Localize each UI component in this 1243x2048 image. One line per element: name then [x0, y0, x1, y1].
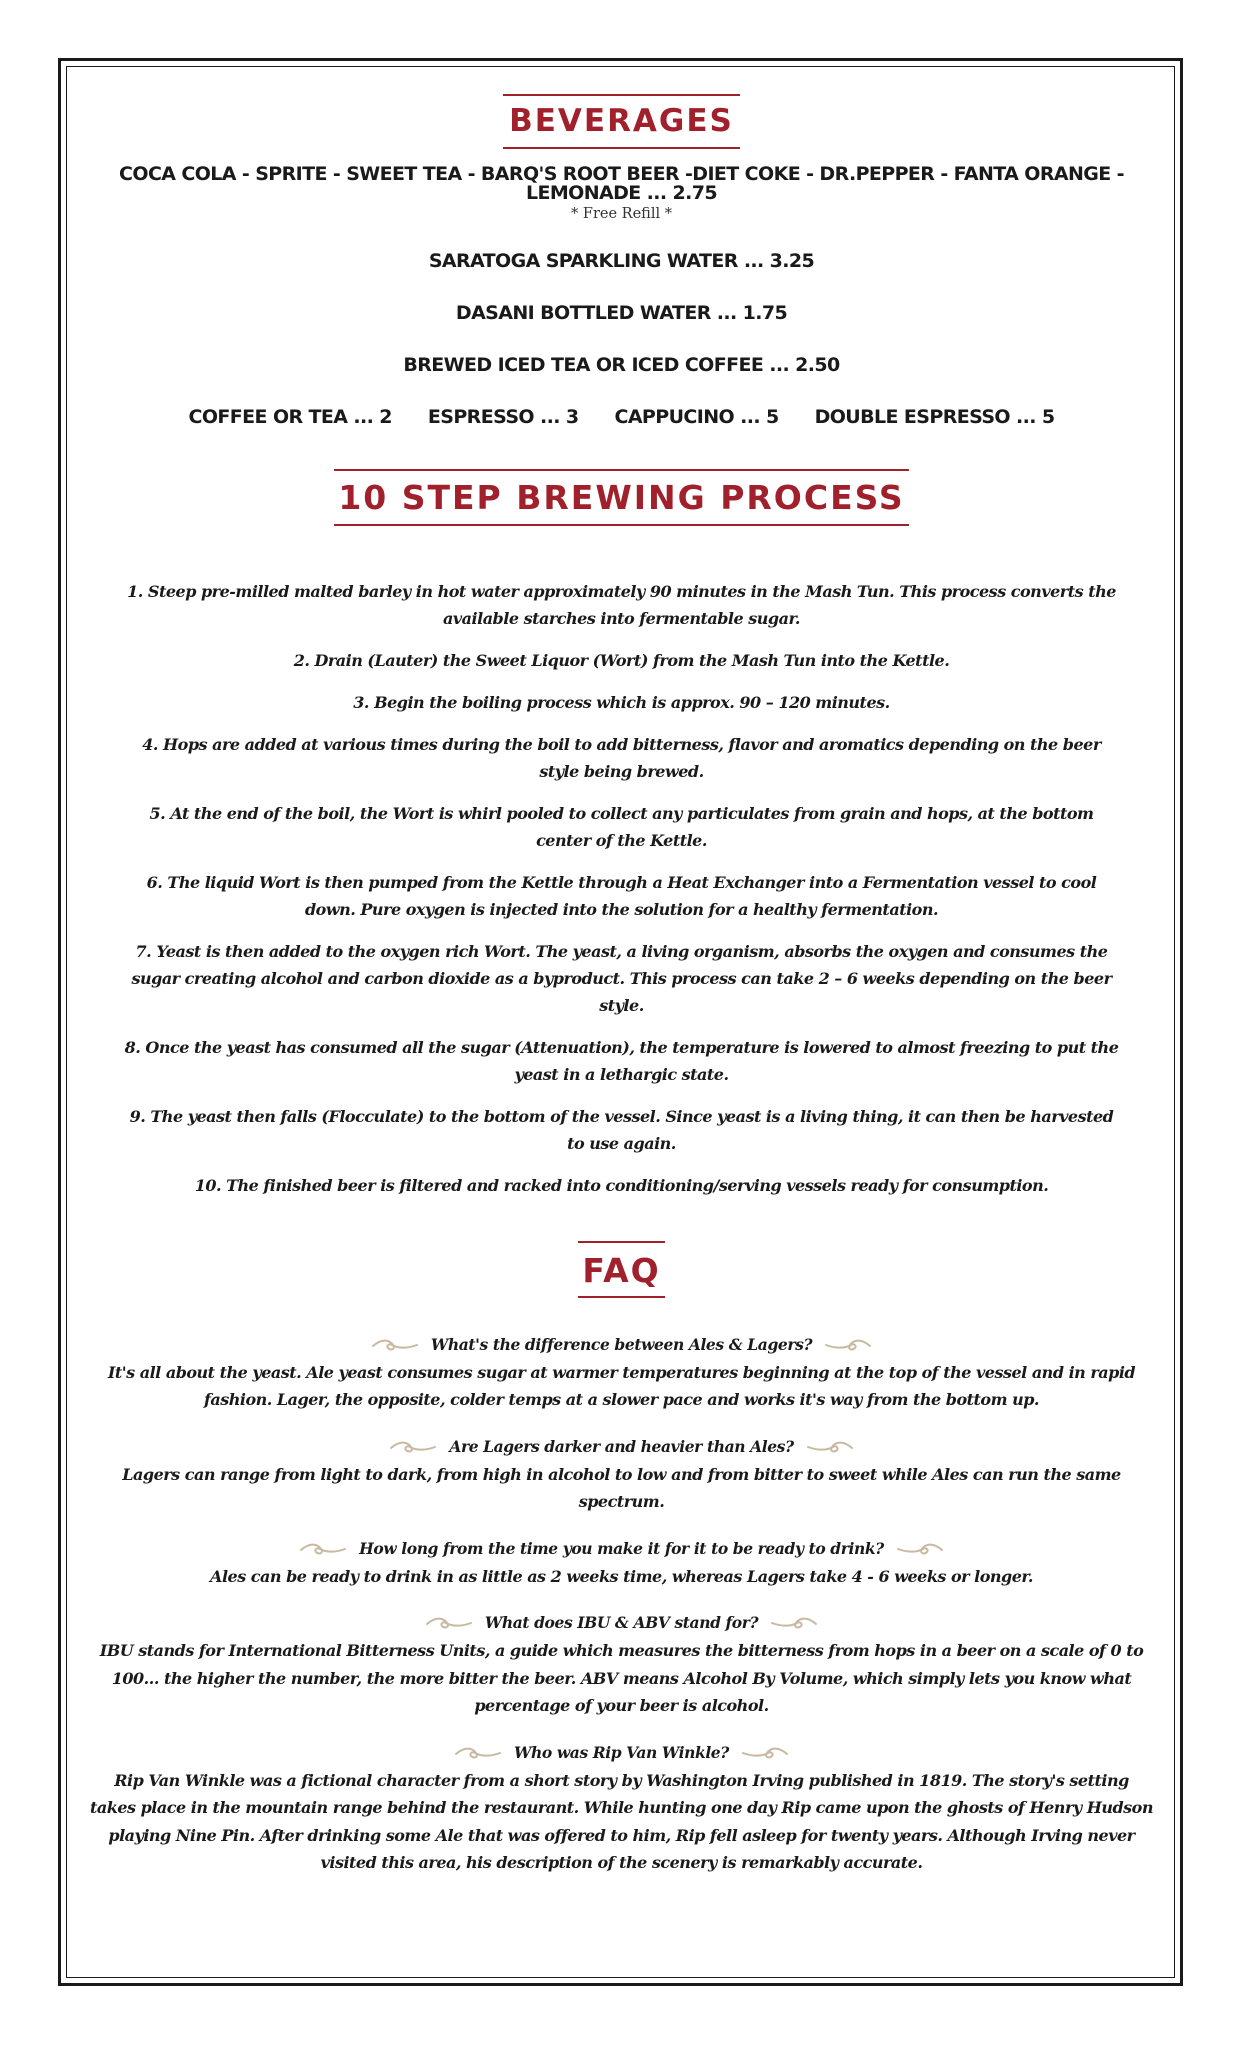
faq-answer: Ales can be ready to drink in as little as 2 weeks time, whereas Lagers take 4 - 6 weeks or longer. [210, 1566, 1033, 1586]
menu-page [90, 92, 1153, 1877]
brewing-step: 7. Yeast is then added to the oxygen rich Wort. The yeast, a living organism, absorbs the oxygen and consumes the sugar creating alcohol and carbon dioxide as a byproduct. This process can take 2 – 6 weeks depending on the beer style. [131, 941, 1112, 1015]
brewing-step: 10. The finished beer is filtered and racked into conditioning/serving vessels ready for consumption. [194, 1175, 1049, 1195]
dasani-water-line: DASANI BOTTLED WATER ... 1.75 [455, 301, 788, 324]
flourish-right-icon [741, 1745, 789, 1761]
flourish-right-icon [770, 1615, 818, 1631]
refill-note: * Free Refill * [571, 206, 672, 222]
coffee-row [90, 405, 1153, 428]
coffee-item: CAPPUCINO ... 5 [614, 405, 779, 428]
flourish-left-icon [425, 1615, 473, 1631]
brewing-step: 3. Begin the boiling process which is approx. 90 – 120 minutes. [353, 692, 890, 712]
coffee-item: DOUBLE ESPRESSO ... 5 [814, 405, 1055, 428]
faq-question [90, 1742, 1153, 1764]
faq-answer: Lagers can range from light to dark, from high in alcohol to low and from bitter to sweet while Ales can run the same spectrum. [122, 1464, 1121, 1511]
faq-question [90, 1334, 1153, 1356]
sodas-line: COCA COLA - SPRITE - SWEET TEA - BARQ'S ROOT BEER -DIET COKE - DR.PEPPER - FANTA ORANGE - LEMONADE ... 2.75 [119, 163, 1124, 204]
faq-question-text: Who was Rip Van Winkle? [514, 1742, 729, 1762]
faq-question [90, 1538, 1153, 1560]
brewing-step: 2. Drain (Lauter) the Sweet Liquor (Wort) from the Mash Tun into the Kettle. [293, 650, 950, 670]
coffee-item: ESPRESSO ... 3 [427, 405, 579, 428]
coffee-item: COFFEE OR TEA ... 2 [188, 405, 392, 428]
brewing-step: 8. Once the yeast has consumed all the sugar (Attenuation), the temperature is lowered to almost freezing to put the yeast in a lethargic state. [124, 1037, 1119, 1084]
faq-item [90, 1436, 1153, 1516]
faq-item [90, 1334, 1153, 1414]
flourish-right-icon [824, 1337, 872, 1353]
brewing-section [90, 469, 1153, 1199]
faq-question-text: What's the difference between Ales & Lagers? [430, 1334, 813, 1354]
flourish-left-icon [371, 1337, 419, 1353]
faq-answer: It's all about the yeast. Ale yeast consumes sugar at warmer temperatures beginning at the top of the vessel and in rapid fashion. Lager, the opposite, colder temps at a slower pace and works it's way from the bottom up. [107, 1362, 1136, 1409]
brewing-step: 1. Steep pre-milled malted barley in hot water approximately 90 minutes in the Mash Tun. This process converts the available starches into fermentable sugar. [127, 581, 1116, 628]
faq-item [90, 1742, 1153, 1877]
flourish-left-icon [454, 1745, 502, 1761]
faq-title: FAQ [578, 1241, 664, 1298]
brewing-step: 4. Hops are added at various times during the boil to add bitterness, flavor and aromatics depending on the beer style being brewed. [142, 734, 1101, 781]
brewing-step: 5. At the end of the boil, the Wort is whirl pooled to collect any particulates from grain and hops, at the bottom center of the Kettle. [149, 803, 1094, 850]
flourish-left-icon [299, 1541, 347, 1557]
beverages-title: BEVERAGES [503, 94, 740, 149]
faq-item [90, 1612, 1153, 1720]
faq-item [90, 1538, 1153, 1591]
faq-question [90, 1612, 1153, 1634]
faq-question-text: What does IBU & ABV stand for? [484, 1613, 759, 1632]
faq-question-text: Are Lagers darker and heavier than Ales? [449, 1436, 794, 1456]
faq-answer: IBU stands for International Bitterness Units, a guide which measures the bitterness from hops in a beer on a scale of 0 to 100... the higher the number, the more bitter the beer. ABV means Alcohol By Volume, which simply lets you know what percentage of your beer is alcohol. [99, 1641, 1144, 1715]
iced-tea-coffee-line: BREWED ICED TEA OR ICED COFFEE ... 2.50 [403, 353, 840, 376]
flourish-right-icon [896, 1541, 944, 1557]
faq-answer: Rip Van Winkle was a fictional character from a short story by Washington Irving published in 1819. The story's setting takes place in the mountain range behind the restaurant. While hunting one day Rip came upon the ghosts of Henry Hudson playing Nine Pin. After drinking some Ale that was offered to him, Rip fell asleep for twenty years. Although Irving never visited this area, his description of the scenery is remarkably accurate. [90, 1770, 1153, 1872]
brewing-step: 6. The liquid Wort is then pumped from the Kettle through a Heat Exchanger into a Fermentation vessel to cool down. Pure oxygen is injected into the solution for a healthy fermentation. [146, 872, 1097, 919]
flourish-right-icon [806, 1439, 854, 1455]
brewing-steps [90, 578, 1153, 1199]
brewing-title: 10 STEP BREWING PROCESS [334, 469, 908, 526]
brewing-step: 9. The yeast then falls (Flocculate) to the bottom of the vessel. Since yeast is a living thing, it can then be harvested to use again. [129, 1106, 1114, 1153]
faq-section [90, 1241, 1153, 1877]
faq-question [90, 1436, 1153, 1458]
flourish-left-icon [389, 1439, 437, 1455]
faq-question-text: How long from the time you make it for it to be ready to drink? [359, 1538, 884, 1558]
beverages-section [90, 92, 1153, 427]
sparkling-water-line: SARATOGA SPARKLING WATER ... 3.25 [428, 249, 815, 272]
